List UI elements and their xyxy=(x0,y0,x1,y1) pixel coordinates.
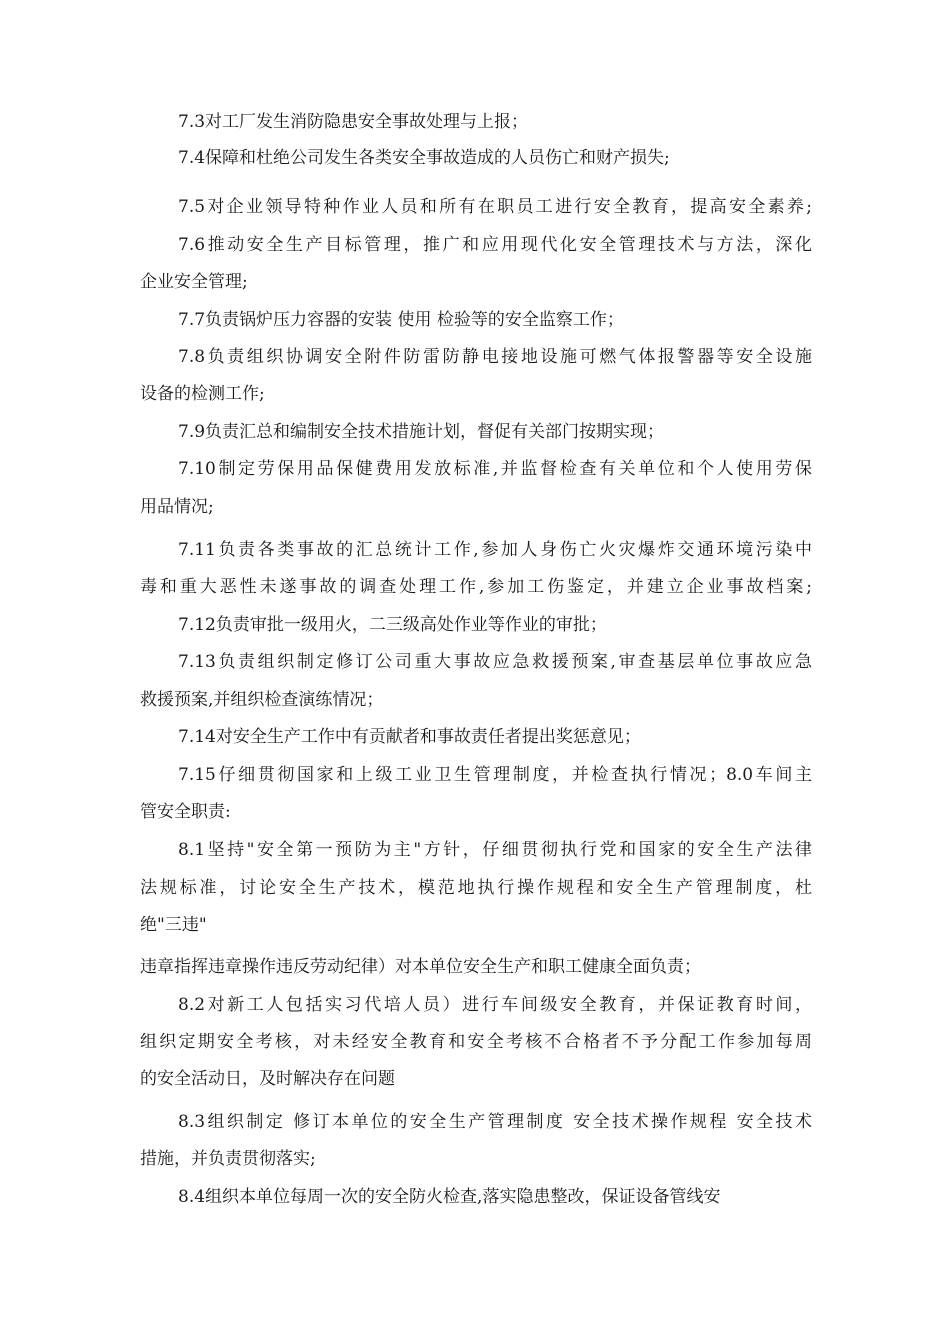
clause-8-1-line-1: 8.1坚持"安全第一预防为主"方针，仔细贯彻执行党和国家的安全生产法律 xyxy=(178,840,812,860)
clause-7-6-line-1: 7.6推动安全生产目标管理，推广和应用现代化安全管理技术与方法，深化 xyxy=(178,235,812,255)
clause-7-10-line-2: 用品情况; xyxy=(140,497,214,517)
clause-8-4-line-1: 8.4组织本单位每周一次的安全防火检查,落实隐患整改，保证设备管线安 xyxy=(178,1187,721,1207)
clause-7-12: 7.12负责审批一级用火，二三级高处作业等作业的审批； xyxy=(178,615,607,635)
clause-7-8-line-1: 7.8负责组织协调安全附件防雷防静电接地设施可燃气体报警器等安全设施 xyxy=(178,347,812,367)
clause-8-2-line-3: 的安全活动日，及时解决存在问题 xyxy=(140,1069,395,1089)
clause-7-10-line-1: 7.10制定劳保用品保健费用发放标准,并监督检查有关单位和个人使用劳保 xyxy=(178,459,812,479)
clause-7-3: 7.3对工厂发生消防隐患安全事故处理与上报； xyxy=(178,112,529,132)
clause-7-4: 7.4保障和杜绝公司发生各类安全事故造成的人员伤亡和财产损失; xyxy=(178,148,670,168)
clause-8-2-line-1: 8.2对新工人包括实习代培人员）进行车间级安全教育，并保证教育时间， xyxy=(178,995,812,1015)
clause-8-1-line-4: 违章指挥违章操作违反劳动纪律）对本单位安全生产和职工健康全面负责； xyxy=(140,957,701,977)
clause-7-15-line-1: 7.15仔细贯彻国家和上级工业卫生管理制度，并检查执行情况；8.0车间主 xyxy=(178,765,812,785)
clause-8-2-line-2: 组织定期安全考核，对未经安全教育和安全考核不合格者不予分配工作参加每周 xyxy=(140,1032,812,1052)
clause-7-15-line-2: 管安全职责: xyxy=(140,802,231,822)
clause-7-14: 7.14对安全生产工作中有贡献者和事故责任者提出奖惩意见； xyxy=(178,727,641,747)
clause-7-11-line-1: 7.11负责各类事故的汇总统计工作,参加人身伤亡火灾爆炸交通环境污染中 xyxy=(178,540,812,560)
clause-7-6-line-2: 企业安全管理; xyxy=(140,272,248,292)
clause-7-7: 7.7负责锅炉压力容器的安装 使用 检验等的安全监察工作； xyxy=(178,310,624,330)
clause-7-8-line-2: 设备的检测工作; xyxy=(140,384,265,404)
clause-7-13-line-1: 7.13负责组织制定修订公司重大事故应急救援预案,审查基层单位事故应急 xyxy=(178,652,812,672)
clause-7-5: 7.5对企业领导特种作业人员和所有在职员工进行安全教育，提高安全素养; xyxy=(178,197,812,217)
clause-8-1-line-2: 法规标准，讨论安全生产技术，模范地执行操作规程和安全生产管理制度，杜 xyxy=(140,878,812,898)
clause-8-3-line-2: 措施，并负责贯彻落实; xyxy=(140,1149,316,1169)
clause-7-13-line-2: 救援预案,并组织检查演练情况； xyxy=(140,690,384,710)
clause-8-3-line-1: 8.3组织制定 修订本单位的安全生产管理制度 安全技术操作规程 安全技术 xyxy=(178,1112,812,1132)
clause-8-1-line-3: 绝"三违" xyxy=(140,915,207,935)
clause-7-9: 7.9负责汇总和编制安全技术措施计划，督促有关部门按期实现； xyxy=(178,422,665,442)
clause-7-11-line-2: 毒和重大恶性未遂事故的调查处理工作,参加工伤鉴定，并建立企业事故档案; xyxy=(140,577,812,597)
